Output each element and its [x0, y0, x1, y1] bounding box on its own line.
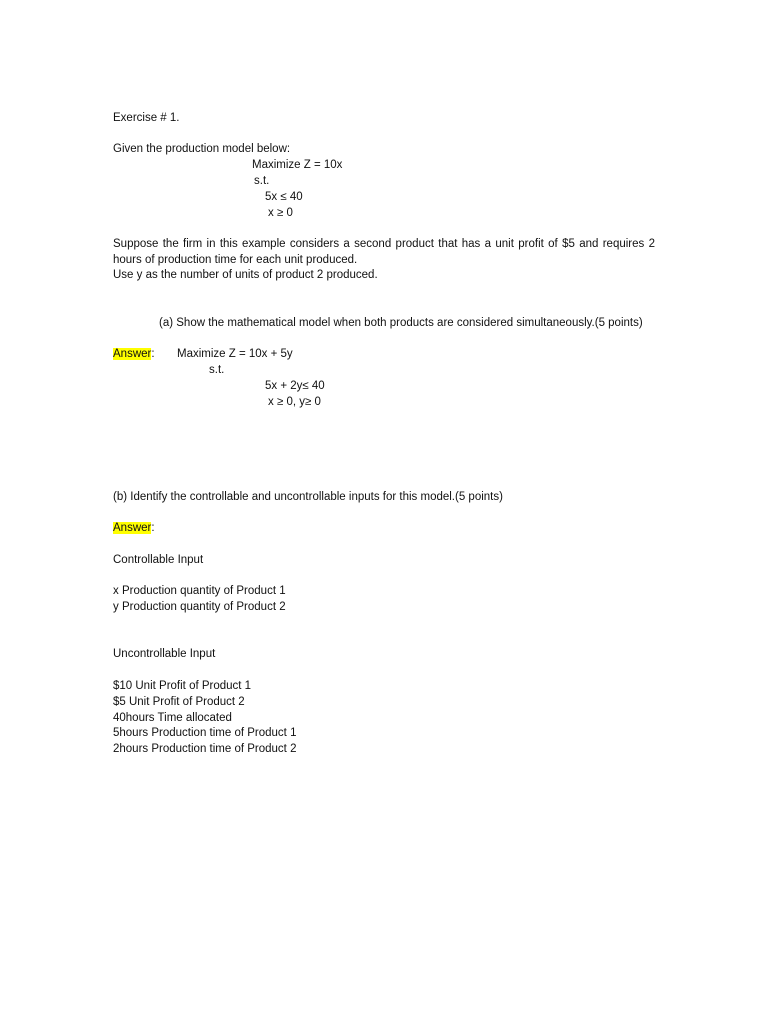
part-a-answer-label: Answer: [113, 348, 152, 360]
given-objective: Maximize Z = 10x: [252, 159, 343, 171]
part-a-nonneg: x ≥ 0, y≥ 0: [268, 396, 321, 408]
given-st: s.t.: [254, 175, 270, 187]
controllable-item: x Production quantity of Product 1: [113, 585, 286, 597]
uncontrollable-item: 40hours Time allocated: [113, 712, 232, 724]
part-b-question: (b) Identify the controllable and uncontrollable inputs for this model.(5 points): [113, 491, 503, 503]
given-nonneg: x ≥ 0: [268, 207, 293, 219]
uncontrollable-item: $5 Unit Profit of Product 2: [113, 696, 245, 708]
part-a-answer-colon: :: [151, 348, 155, 360]
controllable-item: y Production quantity of Product 2: [113, 601, 286, 613]
given-constraint: 5x ≤ 40: [265, 191, 303, 203]
controllable-heading: Controllable Input: [113, 554, 204, 566]
part-b-answer-colon: :: [151, 522, 155, 534]
part-a-question: (a) Show the mathematical model when both products are considered simultaneously.(5 points): [159, 317, 643, 329]
exercise-title: Exercise # 1.: [113, 112, 180, 124]
part-a-constraint: 5x + 2y≤ 40: [265, 380, 325, 392]
uncontrollable-item: $10 Unit Profit of Product 1: [113, 680, 252, 692]
uncontrollable-heading: Uncontrollable Input: [113, 648, 216, 660]
part-a-st: s.t.: [209, 364, 225, 376]
part-b-answer-label: Answer: [113, 522, 152, 534]
part-a-objective: Maximize Z = 10x + 5y: [177, 348, 293, 360]
part-a-answer-label-wrap: [113, 347, 155, 361]
uncontrollable-item: 2hours Production time of Product 2: [113, 743, 297, 755]
scenario-variable-note: Use y as the number of units of product 2 produced.: [113, 269, 378, 281]
part-b-answer-label-wrap: [113, 521, 155, 535]
scenario-paragraph: Suppose the firm in this example considers a second product that has a unit profit of $5 and requires 2 hours of production time for each unit produced.: [113, 238, 655, 266]
uncontrollable-item: 5hours Production time of Product 1: [113, 727, 297, 739]
given-intro: Given the production model below:: [113, 143, 291, 155]
